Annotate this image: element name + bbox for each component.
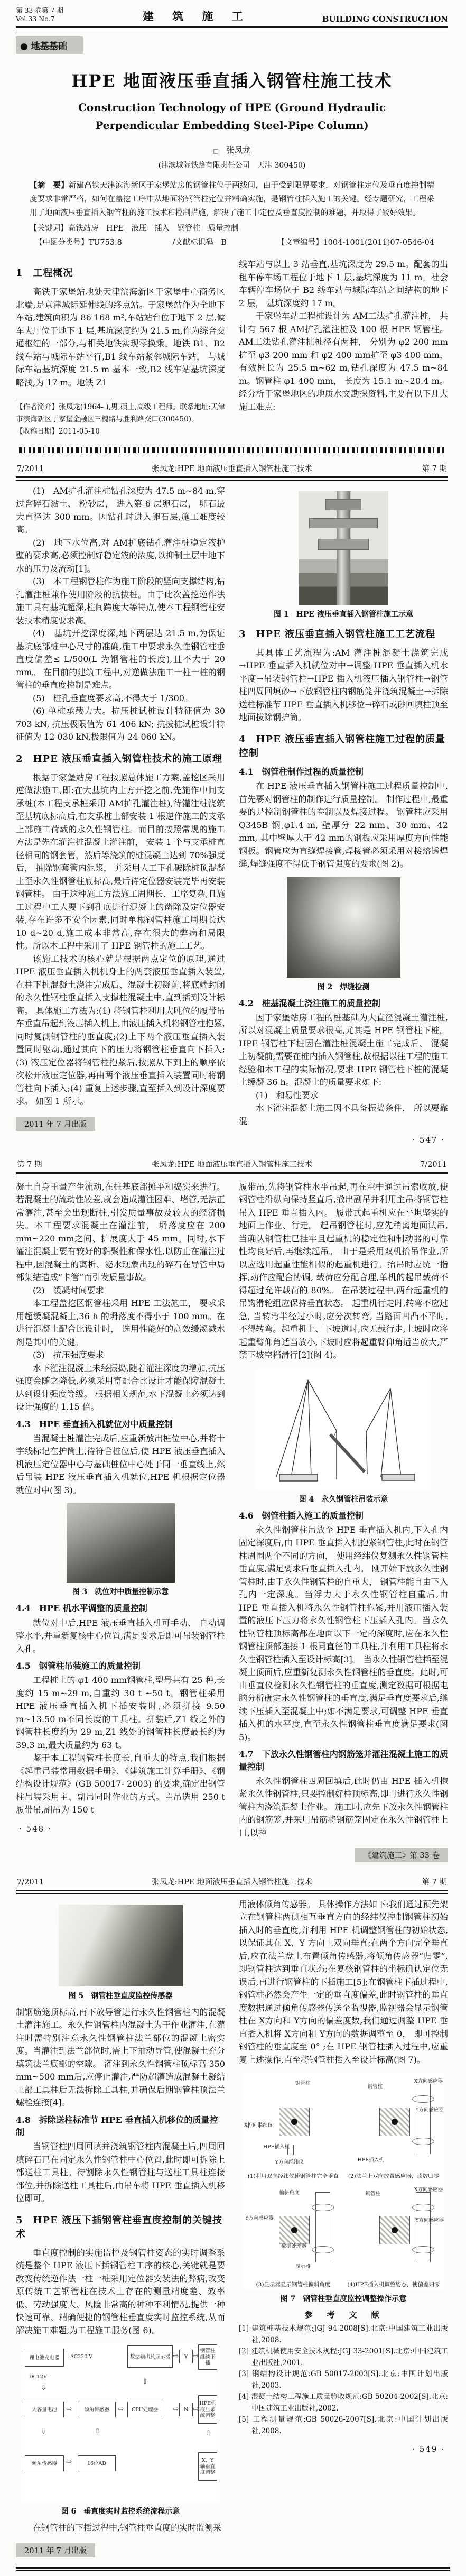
flow-arrow-icon: ⇩ bbox=[41, 2384, 46, 2393]
paragraph: (2) 地下水位高,对 AM扩底钻孔灌注桩稳定液护壁的要求高,必须控制好稳定液的浓度,以抑制土层中地下水的压力及流动[1]。 bbox=[16, 537, 225, 574]
affiliation: (津滨城际铁路有限责任公司 天津 300450) bbox=[158, 161, 306, 170]
reference-item: [2] 建筑机械使用安全技术规程:JGJ 33-2001[S].北京:中国建筑工业出版社,2001. bbox=[239, 2347, 448, 2367]
publish-note-row bbox=[16, 2543, 225, 2557]
page-547-body bbox=[16, 485, 448, 1147]
paragraph: (1) 和易性要求 bbox=[256, 1090, 319, 1100]
page-546 bbox=[0, 0, 466, 442]
subsection-heading: 4.5 钢管柱吊装施工的质量控制 bbox=[16, 1661, 141, 1671]
page-547 bbox=[0, 455, 466, 1151]
publish-note-row bbox=[239, 1848, 448, 1862]
column-left bbox=[16, 1898, 225, 2560]
column-right bbox=[239, 1898, 448, 2560]
paragraph: 鉴于本工程钢管柱长度长,自重大的特点,我们根据《起重吊装常用数据手册》、《建筑施工计算手册》、《钢结构设计规范》(GB 50017- 2003) 的要求,确定出钢管柱吊装采用主、副吊同时作业的方式。主吊选用 250 t 履带吊,副吊为 150 t bbox=[16, 1753, 225, 1815]
page-548-body bbox=[16, 1181, 448, 1865]
diagram-label: Y方向感应器 bbox=[245, 2215, 274, 2221]
panel-caption: (4)HPE插入机调整姿态，使偏差归零 bbox=[347, 2281, 440, 2288]
running-header-right: 第 7 期 bbox=[422, 1878, 447, 1887]
diagram-label: Y方向感应器 bbox=[415, 2106, 444, 2113]
flow-box: 倾角传感器 bbox=[25, 2455, 64, 2471]
volume-cn: 第 33 卷第 7 期 bbox=[16, 6, 63, 14]
section-heading: 3 HPE 液压垂直插入钢管柱施工工艺流程 bbox=[239, 628, 436, 640]
figure-1-image bbox=[299, 491, 388, 605]
running-header bbox=[16, 1875, 448, 1887]
flow-box: Y bbox=[179, 2350, 193, 2363]
paragraph: 用液体倾角传感器。 具体操作方法如下:我们通过预先架立在钢管柱两侧相互垂直方向的经纬仪控制钢管柱初始插入时的垂直度,并利用 HPE 机调整钢管柱的初始状态,以保证其在 X、Y 方向上双向垂直;在两个方向完全垂直后,应在法兰盘上布置倾角传感器,将倾角传感器“归零”,即钢管柱达到垂直状态;在复核钢管柱的坐标确认定位无误后,再进行钢管柱的下插施工[5];在钢管柱下插过程中,钢管柱必然会产生一定的垂直度偏差,此时钢管柱的垂直度数据通过倾角传感器传送至监视器,监视器会显示钢管柱在 X方向和 Y方向的偏差度数,我们通过调整 HPE 垂直插入机将 X方向和 Y方向的数据调整至 0， 即可控制钢管柱的垂直度至 0° ;在 HPE 钢管柱插入过程中,应重复上述操作,直至将钢管柱插入至设计标高(图 7)。 bbox=[239, 1899, 448, 2065]
flow-arrow-icon: ⇩ bbox=[41, 2427, 46, 2436]
paragraph: 水下灌注混凝土未经振捣,随着灌注深度的增加,抗压强度会随之降低,必须采用富配合比设计才能保障混凝土达到设计强度等级。 根据相关规范,水下混凝土必须达到设计强度的 1.15 倍。 bbox=[16, 1363, 225, 1412]
section-badge-row bbox=[16, 36, 448, 54]
flow-arrow-icon: ⇧ bbox=[142, 2378, 148, 2386]
paragraph: 水下灌注混凝土施工因不具备振捣条件， 所以要靠混 bbox=[239, 1103, 448, 1126]
flow-box: 大容量电池 bbox=[25, 2402, 64, 2417]
figure-3-image bbox=[67, 1503, 175, 1583]
abstract bbox=[16, 179, 448, 220]
running-header bbox=[16, 462, 448, 474]
bottom-margin bbox=[0, 2571, 466, 2576]
running-header-center: 张凤龙:HPE 地面液压垂直插入钢管柱施工技术 bbox=[152, 465, 312, 474]
running-header-left: 第 7 期 bbox=[17, 1161, 42, 1170]
subsection-heading: 4.8 拆除送柱标准节 HPE 垂直插入机移位的质量控制 bbox=[16, 2114, 218, 2137]
paragraph: (3) 本工程钢管柱作为施工阶段的竖向支撑结构,钻孔灌注桩兼作使用阶段的抗拔桩。由于此次盖挖逆作法施工具有基坑超深,柱间跨度大等特点,使本工程钢管柱安装技术精度要求高。 bbox=[16, 576, 225, 625]
figure-7-image bbox=[243, 2073, 444, 2289]
journal-masthead bbox=[16, 6, 448, 24]
flow-label: AC220 V bbox=[70, 2354, 93, 2360]
flow-arrow-icon: ⇨ bbox=[193, 2352, 199, 2361]
diagram-label: X方向感应器 bbox=[414, 2187, 443, 2193]
article-title-en-line2: Perpendicular Embedding Steel-Pipe Column) bbox=[95, 119, 369, 132]
figure-3 bbox=[16, 1503, 225, 1597]
flow-arrow-icon: ⇨ bbox=[118, 2405, 124, 2414]
running-header-center: 张凤龙:HPE 地面液压垂直插入钢管柱施工技术 bbox=[152, 1878, 312, 1887]
flower-separator bbox=[19, 447, 447, 453]
flow-box: HPE机液压系统调整 bbox=[198, 2395, 217, 2424]
author-marker: □ bbox=[213, 148, 219, 154]
author-footnote bbox=[16, 398, 225, 438]
page-548 bbox=[0, 1151, 466, 1869]
page-number: · 548 · bbox=[19, 1824, 52, 1834]
running-header-rule bbox=[16, 1890, 448, 1894]
page-549-body bbox=[16, 1898, 448, 2560]
figure-2 bbox=[239, 877, 448, 992]
figure-5-image bbox=[59, 1905, 183, 1986]
footnote-line: 【收稿日期】2011-05-10 bbox=[16, 427, 100, 436]
flow-arrow-icon: ⇧ bbox=[95, 2427, 100, 2436]
panel-caption: (2)法兰上双向放置感应器，读数归零 bbox=[348, 2173, 440, 2180]
diagram-label: 数据处理器 bbox=[281, 2243, 306, 2250]
page-number: · 549 · bbox=[412, 2444, 445, 2454]
paragraph: (2) 缓凝时间要求 bbox=[33, 1285, 104, 1295]
panel-caption: (3)显示器显示钢管柱偏斜角度 bbox=[256, 2281, 331, 2288]
figure-caption: 图 7 钢管柱垂直度监控调整操作示意 bbox=[280, 2295, 407, 2304]
publish-note-row bbox=[16, 1117, 225, 1131]
section-heading: 4 HPE 液压垂直插入钢管柱施工过程的质量控制 bbox=[239, 733, 446, 759]
figure-caption: 图 6 垂直度实时监控系统流程示意 bbox=[61, 2507, 180, 2516]
steel-column-section bbox=[279, 2108, 310, 2136]
figure-6-image bbox=[22, 2343, 219, 2502]
reference-item: [4] 混凝土结构工程施工质量验收规范:GB 50204-2002[S].北京:中国建筑工业出版社,2002. bbox=[239, 2393, 448, 2413]
diagram-label: 钢管柱 bbox=[295, 2081, 311, 2087]
figure-5 bbox=[16, 1905, 225, 2001]
figure7-panel-3 bbox=[243, 2181, 343, 2289]
steel-column-section bbox=[379, 2108, 410, 2136]
paragraph: 就位对中后,HPE 液压垂直插入机可手动、 自动调整水平,并重新复核中心位置,满足要求后即可吊装钢管柱入孔。 bbox=[16, 1617, 225, 1654]
section-heading: 1 工程概况 bbox=[16, 268, 73, 279]
machine-lower-platform bbox=[318, 539, 368, 550]
flow-box: N bbox=[179, 2403, 193, 2416]
subsection-heading: 4.4 HPE 机水平调整的质量控制 bbox=[16, 1603, 147, 1614]
steel-column-section bbox=[379, 2216, 410, 2244]
diagram-label: X方向经纬仪 bbox=[244, 2122, 273, 2128]
figure7-panel-1 bbox=[243, 2073, 343, 2181]
machine-top-frame bbox=[325, 499, 361, 510]
flow-box: 16位AD bbox=[78, 2455, 116, 2471]
diagram-label: 钢管柱 bbox=[367, 2084, 383, 2090]
paragraph: 凝土自身重量产生流动,在桩基底部摊平和捣实来进行。 若混凝土的流动性较差,就会造成灌注困难、堵管,无法正常灌注,甚至会出现断桩,引发质量事故及较大的经济损失。本工程要求混凝土在灌注前， 坍落度应在 200 mm~220 mm之间、扩展度大于 45 mm。同时,水下灌注混凝土要有较好的黏聚性和保水性,以防止在灌注过程中,因混凝土的离析、泌水现象出现的碎石在导管中局部集结造成“卡管”而引发质量事故。 bbox=[16, 1181, 225, 1283]
column-right bbox=[239, 485, 448, 1147]
references bbox=[239, 2309, 448, 2437]
figure-4 bbox=[239, 1368, 448, 1504]
running-header-rule bbox=[16, 1172, 448, 1176]
diagram-label: Y方向经纬仪 bbox=[275, 2159, 304, 2166]
paragraph: 其具体工艺流程为:AM 灌注桩混凝土浇筑完成→HPE 垂直插入机就位对中→调整 HPE 垂直插入机水平度→吊装钢管柱→HPE 插入机液压插入钢管柱→钢管柱四周回填砂→下放钢管柱内钢筋笼并浇筑混凝土→拆除送柱标准节 HPE 垂直插入机移位→碎石或砂回填柱顶至地面拔除钢护筒。 bbox=[239, 647, 448, 723]
figure-caption: 图 5 钢管柱垂直度监控传感器 bbox=[68, 1991, 173, 2000]
bottom-edge-rule bbox=[16, 2567, 450, 2571]
paragraph: (5) 桩孔垂直度要求高,不得大于 1/300。 bbox=[33, 693, 193, 703]
figure-7 bbox=[239, 2073, 448, 2304]
paragraph: 于家堡车站工程桩设计为 AM工法扩孔灌注桩， 共计有 567 根 AM扩孔灌注桩及 100 根 HPE 钢管柱。AM工法钻孔灌注桩桩径有两种， 分别为 φ2 200 mm扩至 φ3 200 mm 和 φ2 400 mm扩至 φ3 400 mm， 有效桩长为 25.5 m~62 m,钻孔深度为 47.5 m~84 m。钢管柱 φ1 400 mm， 长度为 15.1 m~20.4 m。经分析于家堡地区的地质水文勘探资料,主要有以下几大施工难点: bbox=[239, 311, 448, 412]
article-title: HPE 地面液压垂直插入钢管柱施工技术 bbox=[71, 71, 393, 91]
flow-arrow-icon: ⇨ bbox=[173, 2352, 179, 2361]
flow-box: 锂电池充电器 bbox=[25, 2349, 64, 2367]
article-number: 【文章编号】1004-1001(2011)07-0546-04 bbox=[277, 238, 434, 247]
figure7-panel-4 bbox=[343, 2181, 444, 2289]
paragraph: 在 HPE 液压垂直插入钢管柱施工过程质量控制中,首先要对钢管柱的制作进行质量控制。 制作过程中,最重要的是控制钢管柱的卷制以及焊接过程。 钢管柱应采用 Q345B 钢,φ1.4 m, 壁厚分 22 mm、30 mm、42 mm, 其中壁厚大于 42 mm的钢板应采用厚度方向性能钢板。钢管应为直缝焊接管,焊接管必须采用对接熔透焊缝,焊缝强度不得低于钢管强度的要求(图 2)。 bbox=[239, 781, 448, 869]
reference-item: [1] 建筑桩基技术规范:JGJ 94-2008[S].北京:中国建筑工业出版社,2008. bbox=[239, 2324, 448, 2344]
diagram-label: 钢管柱 bbox=[365, 2191, 381, 2197]
running-header-right: 第 7 期 bbox=[422, 465, 447, 474]
section-heading: 5 HPE 液压下插钢管柱垂直度控制的关键技术 bbox=[16, 2214, 223, 2240]
paragraph: 因于家堡站房工程的桩基础为大直径混凝土灌注桩,所以对混凝土质量要求很高,尤其是 HPE 钢管柱下桩。 HPE 钢管柱下桩因在灌注桩混凝土施工完成后、 混凝土初凝前,需要在桩内插入钢管柱,故根据以往工程的施工经验和本工程的实际情况,要求 HPE 钢管柱下桩的混凝土缓凝 36 h。混凝土的质量要求如下: bbox=[239, 1012, 448, 1088]
document-code: /文献标识码 B bbox=[172, 238, 227, 247]
paragraph: 永久性钢管柱吊放至 HPE 垂直插入机内,下入孔内固定深度后,由 HPE 垂直插入机抱紧钢管柱,此时在钢管柱周围两个不同的方向， 使用经纬仪复测永久性钢管柱垂直度,满足要求后垂直插入孔内。 刚开始下放永久性钢管柱时,由于永久性钢管柱的自重大， 钢管柱能自由下入孔内一定深度。当浮力大于永久性钢管柱自重后,由 HPE 垂直插入机将永久性钢管柱抱紧,并用液压插入装置的液压下压力将永久性钢管柱下压插入孔内。当永久性钢管柱顶标高都在地面以下一定的深度时,应在永久性钢管柱顶部连接 1 根同直径的工具柱,并利用工具柱将永久性钢管柱插入至设计标高[3]。 当永久性钢管柱插至混凝土顶面后,应重新复测永久性钢管柱的垂直度。此时,可由垂直仪检测永久性钢管柱的垂直度,测定数据可根据电脑分析确定永久性钢管柱的垂直度,满足垂直度要求后,继续下压插入至混凝土中;如不满足要求,可调整 HPE 垂直插入机的水平度,直至永久性钢管柱垂直度满足要求(图 5)。 bbox=[239, 1524, 448, 1742]
section-badge: ● 地基基础 bbox=[16, 36, 83, 54]
paragraph: 线车站与以上 3 站垂直,基坑深度为 29.5 m。配套的出租车停车场工程位于地下 1 层,基坑深度为 11 m。社会车辆停车场位于 B2 线车站与城际车站之间结构的地下 2 层， 基坑深度约 17 m。 bbox=[239, 259, 448, 308]
clc-number: 【中图分类号】TU753.8 bbox=[35, 238, 122, 247]
figure-caption: 图 4 永久钢管柱吊装示意 bbox=[299, 1495, 388, 1504]
flow-arrow-icon: ⇨ bbox=[66, 2405, 72, 2414]
paragraph: 该施工技术的核心就是根据两点定位的原理,通过 HPE 液压垂直插入机机身上的两套液压垂直插入装置,在柱下桩混凝土浇注完成后、混凝土初凝前,将底端封闭的永久性钢柱垂直插入支撑柱混凝土中,直到插到设计标高。 具体施工方法为:(1) 将钢管柱利用大吨位的履带吊车垂直吊起到液压插入机上,由液压插入机将钢管柱抱紧,同时复测钢管柱的垂直度;(2)上下两个液压垂直插入装置同时驱动,通过其向下的压力将钢管柱垂直向下插入;(3) 液压定位器将钢管柱抱紧后,按照从下到上的顺序依次松开液压定位器,再由两个液压垂直插入装置同时将钢管柱向下插入;(4) 重复上述步骤,直至插入到设计深度要求。 如图 1 所示。 bbox=[16, 953, 225, 1107]
diagram-label: 偏斜角度 bbox=[279, 2190, 300, 2196]
following-pages bbox=[0, 455, 466, 2564]
section-heading: 2 HPE 液压垂直插入钢管柱技术的施工原理 bbox=[16, 753, 223, 765]
flow-box: 数据输出及显示器 bbox=[127, 2345, 173, 2368]
column-right bbox=[239, 1181, 448, 1865]
column-left bbox=[16, 485, 225, 1147]
subsection-heading: 4.2 桩基混凝土浇注施工的质量控制 bbox=[239, 998, 380, 1008]
subsection-heading: 4.6 钢管柱插入施工的质量控制 bbox=[239, 1510, 364, 1521]
running-header-left: 7/2011 bbox=[17, 1878, 44, 1887]
article-title-en-line1: Construction Technology of HPE (Ground Hydraulic bbox=[78, 101, 386, 114]
abstract-text: 新建高铁天津滨海新区于家堡站房的钢管柱位于两线间，由于受到限界要求，对钢管柱定位及垂直度控制精度要求非常严格，如何在盖挖工序中从地面将钢管柱定位并精确实施，是钢管柱插入施工的关键。经专题研究，工程采用了地面液压垂直插入钢管柱的施工技术和控制措施，解决了施工中定位及垂直度控制的难题，并取得了较好效果。 bbox=[30, 181, 435, 217]
column-right bbox=[239, 258, 448, 438]
flow-arrow-icon: ⇨ bbox=[66, 2458, 72, 2467]
flow-arrow-icon: ⇨ bbox=[173, 2405, 179, 2414]
page-549 bbox=[0, 1869, 466, 2564]
paragraph: (4) 基坑开挖深度深,地下两层达 21.5 m,为保证基坑底部桩中心尺寸的准确,施工中要求永久性钢管柱垂直度偏差≤ L/500(L 为钢管柱的长度),且不大于 20 mm。 在目前的建筑工程中,对逆做法施工一柱一桩的钢管柱的垂直度控制是难点。 bbox=[16, 628, 225, 691]
volume-en: Vol.33 No.7 bbox=[16, 15, 55, 23]
running-header-right: 7/2011 bbox=[420, 1161, 447, 1170]
steel-pipe-column bbox=[315, 2192, 330, 2262]
column-left bbox=[16, 1181, 225, 1865]
subsection-heading: 4.7 下放永久性钢管柱内钢筋笼并灌注混凝土施工的质量控制 bbox=[239, 1749, 448, 1772]
figure-caption: 图 2 焊缝检测 bbox=[317, 982, 370, 991]
paragraph: 垂直度控制的实施监控及钢管柱姿态的实时调整系统是整个 HPE 液压下插钢管柱工序的核心,关键就是要改变传统逆作法一柱一桩采用定位器安装法的弊病,改变原传统工艺钢管柱在技术上存在的测量精度差、效率低、劳动强度大、风险非常高的种种不利情况,提供一种快速可靠、精确便捷的钢管柱垂直度实时监控系统,从而解决施工难题,为工程施工服务(图 6)。 bbox=[16, 2247, 225, 2335]
paragraph: (6) 单桩承载力大。抗压桩试桩设计特征值为 30 703 kN, 抗压极限值为 61 406 kN; 抗拔桩试桩设计特征值为 12 030 kN,极限值为 24 060 kN。 bbox=[16, 706, 225, 742]
running-header-center: 张凤龙:HPE 地面液压垂直插入钢管柱施工技术 bbox=[152, 1161, 312, 1170]
footnote-line: 【作者简介】张凤龙(1964- ),男,硕士,高级工程师。联系地址:天津市滨海新区于家堡金融区三槐路与胜利路交口(300450)。 bbox=[16, 403, 225, 424]
flow-arrow-icon: ⇩ bbox=[206, 2430, 211, 2438]
diagram-label: Y方向感应器 bbox=[415, 2217, 444, 2223]
page-546-body bbox=[16, 258, 448, 438]
steel-column-section bbox=[279, 2216, 310, 2244]
running-header bbox=[16, 1157, 448, 1170]
references-title: 参 考 文 献 bbox=[304, 2310, 383, 2320]
author-line bbox=[16, 144, 448, 155]
steel-pipe-column bbox=[416, 2192, 431, 2262]
flow-arrow-icon: ⇨ bbox=[193, 2405, 199, 2414]
page-number: · 547 · bbox=[412, 1135, 445, 1145]
publish-note: 《建筑施工》第 33 卷 bbox=[355, 1848, 448, 1862]
author-name: 张凤龙 bbox=[226, 145, 251, 155]
machine-upper-platform bbox=[309, 518, 377, 528]
figure-2-image bbox=[287, 877, 400, 978]
flow-box: 钢管柱继续下插 bbox=[198, 2344, 217, 2370]
paragraph: 永久性钢管柱四周回填后,此时仍由 HPE 插入机抱紧永久性钢管柱,只要控制好柱顶标高,即可进行永久性钢管柱内浇筑混凝土作业。 施工时,应先下放永久性钢管柱内的钢筋笼,并采用吊筋将钢筋笼固定在永久性钢管柱上口,以控 bbox=[239, 1775, 448, 1838]
masthead-rule bbox=[16, 26, 448, 31]
figure7-panel-2 bbox=[343, 2073, 444, 2181]
figure-caption: 图 1 HPE 液压垂直插入钢管柱施工示意 bbox=[274, 610, 413, 619]
paragraph: (3) 抗压强度要求 bbox=[33, 1350, 104, 1360]
diagram-label: HPE插入机 bbox=[357, 2157, 384, 2164]
flow-box: 倾角传感器 bbox=[78, 2402, 116, 2417]
diagram-label: X方向感应器 bbox=[414, 2078, 443, 2085]
article-title-en bbox=[16, 98, 448, 134]
journal-title-cn: 建 筑 施 工 bbox=[142, 9, 250, 23]
journal-title-en: BUILDING CONSTRUCTION bbox=[322, 14, 448, 24]
paragraph: 高铁于家堡站地处天津滨海新区于家堡中心商务区北端,是京津城际延伸线的终点站。于家堡站作为全地下车站,建筑面积为 86 168 m²,车站站台位于地下 2 层,候车大厅位于地下 1 层,基坑深度约为 21.5 m,作为综合交通枢纽的一部分,与相关地铁实现零换乘。地铁 B1、B2 线车站与城际车站平行,B1 线车站紧邻城际车站， 与城际车站基坑深度 21.5 m 基本一致,B2 线车站基坑深度略浅,为 17 m。地铁 Z1 bbox=[16, 287, 225, 388]
flow-box: X、Y轴垂直度调整 bbox=[198, 2452, 217, 2481]
paragraph: 根据于家堡站房工程按照总体施工方案,盖挖区采用逆做法施工,即:在大基坑内土方开挖之前,先施作中间支承桩(本工程支承桩采用 AM扩孔灌注桩),待灌注桩浇筑至基坑底标高后,在支承桩上部安装 1 根逆作施工的支承上部施工荷载的永久性钢管柱。而目前按照常规的施工方法是先在灌注桩混凝土灌注前， 安装 1 个与支承桩直径相同的钢套管，然后等浇筑的桩混凝土达到 70%强度后， 抽除钢套管内泥浆， 并采用人工下孔破除桩顶混凝土至永久性钢管柱底标高,最后待定位器安装完毕再安装钢管柱。 由于这种施工方法施工周期长、工序复杂,且施工过程中工人要下到孔底进行混凝土的凿除及定位器安装,存在许多不安全因素,同时单根钢管柱施工周期长达 10 d~20 d,施工成本非常高,存在很大的弊病和局限性。所以本工程中采用了 HPE 钢管柱的施工工艺。 bbox=[16, 772, 225, 951]
paragraph: 制钢筋笼顶标高,再下放导管进行永久性钢管柱内的混凝土灌注施工。永久性钢管柱内混凝土为干作业灌注,在灌注时需特别注意永久性钢管柱法兰部位的混凝土密实度。当灌注到法兰部位时,需上下抽动导管,使混凝土充分填筑法兰底部的空隙。 灌注到永久性钢管柱顶标高 350 mm~500 mm后,应停止灌注,严防超灌造成混凝土凝结上部工具柱后无法拆除工具柱,并确保后期钢管柱顶法兰螺栓连接[4]。 bbox=[16, 2007, 225, 2108]
keywords: 【关键词】高铁站房 HPE 液压 插入 钢管柱 质量控制 bbox=[30, 224, 239, 233]
subsection-heading: 4.3 HPE 垂直插入机就位对中质量控制 bbox=[16, 1419, 173, 1429]
reference-item: [3] 钢结构设计规范:GB 50017-2003[S].北京:中国计划出版社,2003. bbox=[239, 2370, 448, 2390]
column-left bbox=[16, 258, 225, 438]
article-meta bbox=[16, 233, 448, 255]
reference-item: [5] 工程测量规范:GB 50026-2007[S].北京:中国计划出版社,2008. bbox=[239, 2415, 448, 2435]
publish-note: 2011 年 7 月出版 bbox=[16, 2543, 95, 2557]
running-header-left: 7/2011 bbox=[17, 465, 44, 474]
abstract-label: 【摘 要】 bbox=[30, 181, 69, 190]
paragraph: 在钢管柱的下插过程中,钢管柱垂直度的实时监测采 bbox=[33, 2523, 222, 2533]
paragraph: 当混凝土桩灌注完成后,应重新放出桩位中心,并将十字线标记在护筒上,待符合桩位后,使 HPE 液压垂直插入机液压定位器中心与基础桩位中心处于同一垂直线上,然后吊装 HPE 液压垂直插入机就位,HPE 机根据定位器就位对中(图 3)。 bbox=[16, 1433, 225, 1495]
paragraph: 工程桩上的 φ1 400 mm钢管柱,型号共有 25 种,长度约 15 m~29 m,自重约 30 t ~50 t。钢管柱采用 HPE 液压垂直插入机下插安装时,必须拼接 9.50 m~13.50 m不同长度的工具柱。拼装后,Z1 线之外的钢管柱长度约为 29 m,Z1 线处的钢管柱长度最长约为 39.3 m,最大质量约为 63 t。 bbox=[16, 1675, 225, 1750]
paragraph: 履带吊,先将钢管柱水平吊起,再在空中通过吊索收放,使钢管柱沿纵向保持竖直后,撤出副吊并利用主吊将钢管柱吊入 HPE 垂直插入内。 履带式起重机应在平坦坚实的地面上作业、行走。 起吊钢管柱时,应先稍离地面试吊,当确认钢管柱已挂牢且起重机的稳定性和制动器的可靠性均良好后,再继续起吊。 由于是采用双机抬吊作业,所以应选用起重性能相似的起重机进行。抬吊时应统一指挥,动作应配合协调, 载荷应分配合理,单机的起吊载荷不得超过允许载荷的 80%。 在吊装过程中,两台起重机的吊钩滑轮组应保持垂直状态。 起重机行走时,转弯不应过急, 当转弯半径过小时,应分次转弯, 当路面凹凸不平时,不得转弯。起重机上、下坡道时,应无载行走,上坡时应将起重臂仰角适当放小,下坡时应将起重臂仰角适当放大,严禁下坡空档滑行[2](图 4)。 bbox=[239, 1181, 448, 1360]
flow-box: CPU处理器 bbox=[127, 2402, 162, 2417]
paragraph: (1) AM扩孔灌注桩钻孔深度为 47.5 m~84 m,穿过含碎石黏土、 粉砂层， 进入第 6 层卵石层， 卵石最大直径达 300 mm。因钻孔时进入卵石层,施工难度较高。 bbox=[16, 485, 225, 535]
panel-caption: (1)利用双向经纬仪使钢管柱完全垂直 bbox=[247, 2173, 339, 2180]
figure-6 bbox=[16, 2343, 225, 2516]
paragraph: 本工程盖挖区钢管柱采用 HPE 工法施工， 要求采用超缓凝混凝土,36 h 的坍落度不得小于 100 mm。在进行混凝土配合比设计时， 选用性能好的高效缓凝减水剂是其中的关键。 bbox=[16, 1298, 225, 1347]
diagram-label: 显示器 bbox=[295, 2264, 311, 2270]
volume-issue bbox=[16, 6, 63, 24]
steel-pipe-column bbox=[416, 2084, 431, 2154]
subsection-heading: 4.1 钢管柱制作过程的质量控制 bbox=[239, 766, 364, 777]
figure-1 bbox=[239, 491, 448, 619]
figure-4-image bbox=[256, 1368, 431, 1490]
flow-label: DC12V bbox=[29, 2374, 47, 2380]
figure-caption: 图 3 就位对中质量控制示意 bbox=[72, 1588, 169, 1597]
diagram-label: HPE插入机 bbox=[263, 2143, 290, 2150]
paragraph: 当钢管柱四周回填并浇筑钢管柱内混凝土后,四周回填碎石已在固定永久性钢管柱中心位置,此时即可拆除上部送柱工具柱。待割除永久性钢管柱与送柱工具柱连接部位,并拆除送柱工具柱后,由吊车将 HPE 垂直插入机移位即可。 bbox=[16, 2141, 225, 2204]
running-header-rule bbox=[16, 476, 448, 481]
publish-note: 2011 年 7 月出版 bbox=[16, 1117, 95, 1131]
